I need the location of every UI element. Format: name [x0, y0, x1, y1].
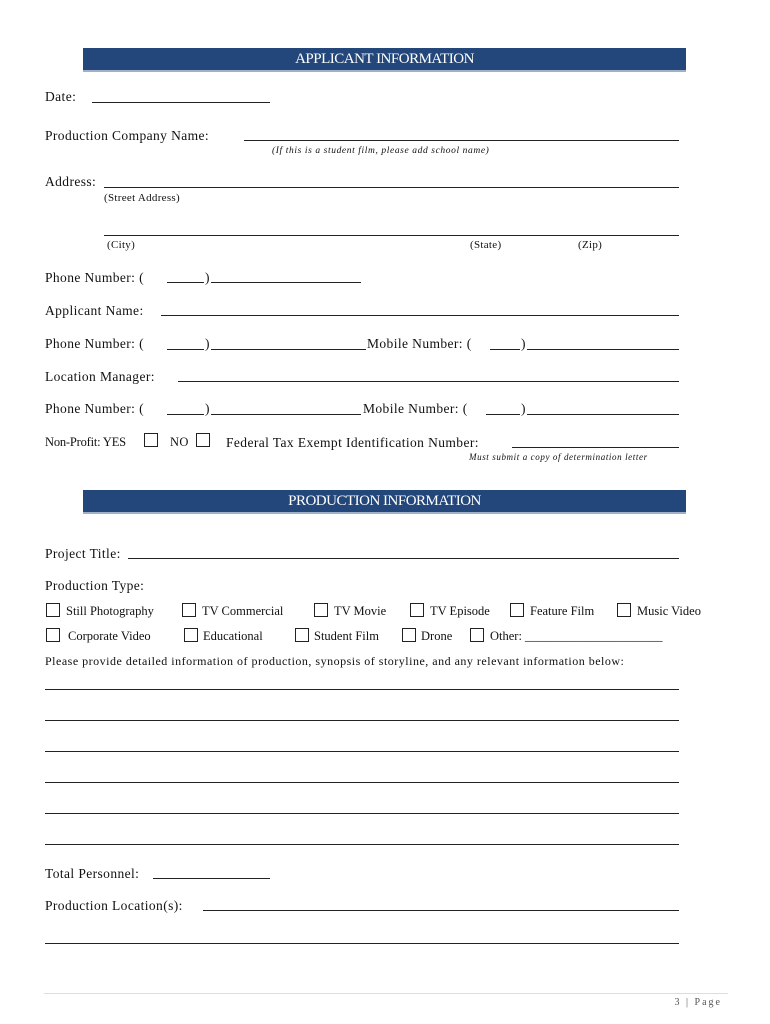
applicant-phone-paren: ): [205, 336, 210, 351]
nonprofit-no-checkbox[interactable]: [196, 433, 210, 447]
phone-paren: ): [205, 270, 210, 285]
details-line[interactable]: [45, 782, 679, 783]
street-address-label: (Street Address): [104, 192, 180, 204]
manager-mobile-label: Mobile Number: (: [363, 401, 468, 416]
phone-area-code-field[interactable]: [167, 282, 204, 283]
tax-id-label: Federal Tax Exempt Identification Number:: [226, 435, 479, 450]
manager-mobile-field[interactable]: [527, 414, 679, 415]
educational-label: Educational: [203, 629, 263, 643]
details-line[interactable]: [45, 720, 679, 721]
applicant-phone-area-field[interactable]: [167, 349, 204, 350]
manager-mobile-paren: ): [521, 401, 526, 416]
date-field[interactable]: [92, 102, 270, 103]
tv-commercial-label: TV Commercial: [202, 604, 284, 618]
project-title-label: Project Title:: [45, 546, 121, 561]
production-locations-field[interactable]: [203, 910, 679, 911]
location-manager-label: Location Manager:: [45, 369, 155, 384]
still-photography-label: Still Photography: [66, 604, 154, 618]
production-company-field[interactable]: [244, 140, 679, 141]
nonprofit-yes-checkbox[interactable]: [144, 433, 158, 447]
total-personnel-label: Total Personnel:: [45, 866, 140, 881]
manager-phone-field[interactable]: [211, 414, 361, 415]
nonprofit-label: Non-Profit: YES: [45, 435, 126, 449]
phone-number-field[interactable]: [211, 282, 361, 283]
other-label: Other: ______________________: [490, 629, 663, 643]
feature-film-checkbox[interactable]: [510, 603, 524, 617]
applicant-information-banner: APPLICANT INFORMATION: [83, 48, 686, 72]
tv-episode-label: TV Episode: [430, 604, 490, 618]
applicant-phone-label: Phone Number: (: [45, 336, 144, 351]
details-line[interactable]: [45, 751, 679, 752]
address-label: Address:: [45, 174, 97, 189]
page-number: 3 | Page: [674, 997, 722, 1008]
applicant-mobile-field[interactable]: [527, 349, 679, 350]
feature-film-label: Feature Film: [530, 604, 595, 618]
details-prompt: Please provide detailed information of production, synopsis of storyline, and any relevant information below:: [45, 654, 625, 668]
city-label: (City): [107, 239, 136, 251]
corporate-video-checkbox[interactable]: [46, 628, 60, 642]
manager-phone-label: Phone Number: (: [45, 401, 144, 416]
corporate-video-label: Corporate Video: [68, 629, 151, 643]
tv-commercial-checkbox[interactable]: [182, 603, 196, 617]
total-personnel-field[interactable]: [153, 878, 270, 879]
nonprofit-no-label: NO: [170, 435, 189, 449]
applicant-mobile-label: Mobile Number: (: [367, 336, 472, 351]
music-video-label: Music Video: [637, 604, 701, 618]
applicant-phone-field[interactable]: [211, 349, 366, 350]
production-company-label: Production Company Name:: [45, 128, 210, 143]
details-line[interactable]: [45, 689, 679, 690]
student-film-checkbox[interactable]: [295, 628, 309, 642]
student-film-note: (If this is a student film, please add school name): [272, 146, 490, 156]
other-checkbox[interactable]: [470, 628, 484, 642]
manager-mobile-area-field[interactable]: [486, 414, 520, 415]
tv-movie-label: TV Movie: [334, 604, 387, 618]
applicant-name-field[interactable]: [161, 315, 679, 316]
production-locations-field-2[interactable]: [45, 943, 679, 944]
zip-label: (Zip): [578, 239, 603, 251]
location-manager-field[interactable]: [178, 381, 679, 382]
drone-checkbox[interactable]: [402, 628, 416, 642]
applicant-mobile-area-field[interactable]: [490, 349, 520, 350]
city-state-zip-field[interactable]: [104, 235, 679, 236]
educational-checkbox[interactable]: [184, 628, 198, 642]
applicant-mobile-paren: ): [521, 336, 526, 351]
project-title-field[interactable]: [128, 558, 679, 559]
state-label: (State): [470, 239, 502, 251]
street-address-field[interactable]: [104, 187, 679, 188]
production-information-banner: PRODUCTION INFORMATION: [83, 490, 686, 514]
production-locations-label: Production Location(s):: [45, 898, 183, 913]
student-film-label: Student Film: [314, 629, 379, 643]
tv-episode-checkbox[interactable]: [410, 603, 424, 617]
details-line[interactable]: [45, 844, 679, 845]
applicant-name-label: Applicant Name:: [45, 303, 144, 318]
date-label: Date:: [45, 89, 77, 104]
tv-movie-checkbox[interactable]: [314, 603, 328, 617]
still-photography-checkbox[interactable]: [46, 603, 60, 617]
determination-letter-note: Must submit a copy of determination letter: [469, 452, 648, 462]
manager-phone-paren: ): [205, 401, 210, 416]
phone-number-label: Phone Number: (: [45, 270, 144, 285]
tax-id-field[interactable]: [512, 447, 679, 448]
music-video-checkbox[interactable]: [617, 603, 631, 617]
production-type-label: Production Type:: [45, 578, 145, 593]
details-line[interactable]: [45, 813, 679, 814]
footer-divider: [44, 993, 728, 994]
manager-phone-area-field[interactable]: [167, 414, 204, 415]
drone-label: Drone: [421, 629, 453, 643]
